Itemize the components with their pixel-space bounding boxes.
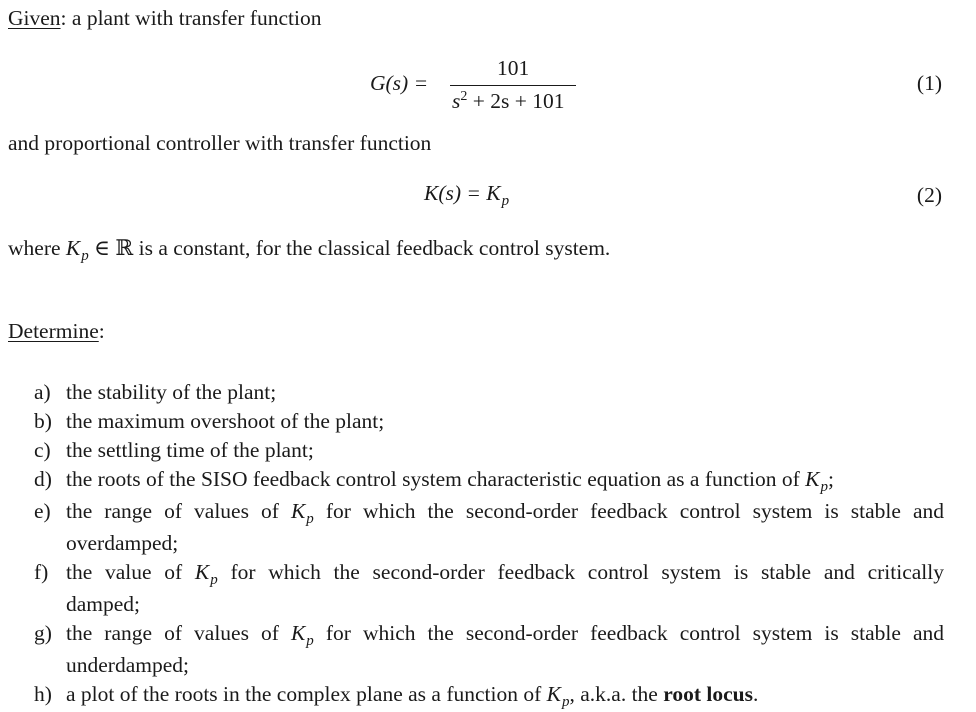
- list-item: h) a plot of the roots in the complex plane as a function of $K_p$, a.k.a. the root locus.: [34, 682, 759, 710]
- question-list: [34, 378, 944, 712]
- equation-2-number: (2): [916, 183, 942, 207]
- list-item: c) the settling time of the plant;: [34, 438, 314, 462]
- equation-2: $K(s) = K_p$: [424, 181, 510, 209]
- given-label: Given: [8, 6, 61, 30]
- list-item: d) the roots of the SISO feedback control system characteristic equation as a function of $K_p$;: [34, 467, 834, 495]
- root-locus-term: root locus: [663, 682, 753, 706]
- list-item: b) the maximum overshoot of the plant;: [34, 409, 385, 433]
- eq1-denominator: $s^2 + 2s + 101$: [452, 89, 565, 113]
- eq2-lhs: K(s) = K: [424, 181, 501, 205]
- list-item: g) the range of values of $K_p$ for which the second-order feedback control system is stable and underdamped;: [34, 621, 944, 677]
- list-item: a) the stability of the plant;: [34, 380, 277, 404]
- eq1-lhs: G(s) =: [370, 71, 429, 95]
- given-paragraph: [8, 8, 321, 30]
- equation-1-number: (1): [916, 71, 942, 95]
- determine-label: Determine: [8, 319, 99, 343]
- eq1-numerator: 101: [497, 56, 530, 80]
- equation-1: [370, 54, 585, 114]
- list-item: f) the value of $K_p$ for which the second-order feedback control system is stable and critically damped;: [34, 560, 944, 616]
- fraction-bar: [450, 85, 576, 86]
- where-text: where $K_p$ ∈ ℝ is a constant, for the classical feedback control system.: [8, 236, 611, 264]
- list-item: e) the range of values of $K_p$ for which the second-order feedback control system is stable and overdamped;: [34, 499, 944, 555]
- given-text: : a plant with transfer function: [60, 6, 322, 30]
- determine-heading: Determine:: [8, 319, 105, 343]
- controller-text: and proportional controller with transfer function: [8, 131, 432, 155]
